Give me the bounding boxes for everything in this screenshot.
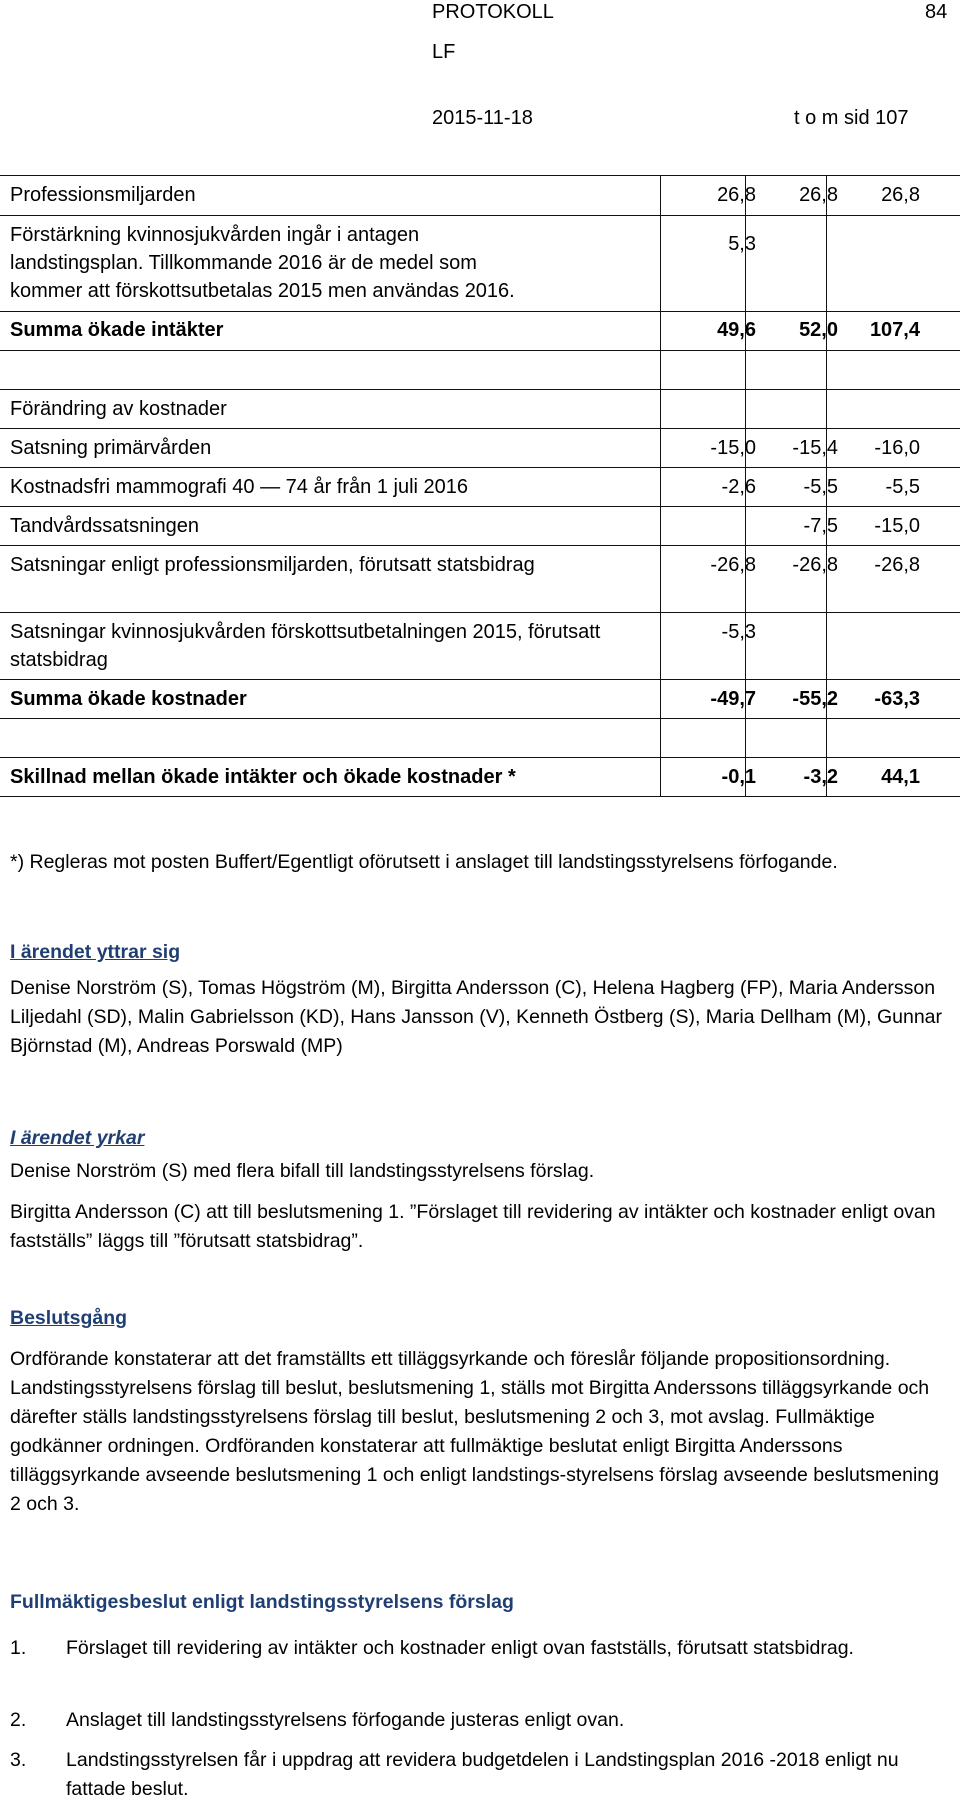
motions-section — [10, 1124, 950, 1256]
motion-text-1: Denise Norström (S) med flera bifall till landstingsstyrelsens förslag. — [10, 1160, 595, 1182]
list-text: Förslaget till revidering av intäkter och kostnader enligt ovan fastställs, förutsatt statsbidrag. — [66, 1637, 854, 1659]
procedure-text: Ordförande konstaterar att det framställts ett tilläggsyrkande och föreslår följande propositionsordning. Landstingsstyrelsens förslag till beslut, beslutsmening 1, ställs mot Birgitta Anderssons tilläggsyrkande och därefter ställs landstingsstyrelsens förslag till beslut, beslutsmening 2 och 3, mot avslag. Fullmäktige godkänner ordningen. Ordföranden konstaterar att fullmäktige beslutat enligt Birgitta Anderssons tilläggsyrkande avseende beslutsmening 1 och enligt landstings-styrelsens förslag avseende beslutsmening 2 och 3. — [10, 1348, 939, 1515]
value-2017: -26,8 — [792, 554, 838, 576]
motions-heading: I ärendet yrkar — [10, 1127, 145, 1149]
procedure-section — [10, 1304, 950, 1519]
table-row — [0, 175, 960, 216]
procedure-heading: Beslutsgång — [10, 1307, 128, 1329]
list-number: 3. — [10, 1749, 27, 1771]
value-2016: -0,1 — [721, 766, 756, 788]
protocol-date: 2015-11-18 — [432, 107, 533, 129]
table-row — [0, 390, 960, 429]
row-label: Förstärkning kvinnosjukvården ingår i antagen landstingsplan. Tillkommande 2016 är de medel som kommer att förskottsutbetalas 2015 men användas 2016. — [10, 224, 515, 302]
value-2018: 26,8 — [881, 184, 920, 206]
row-label: Tandvårdssatsningen — [10, 515, 200, 537]
value-2016: -49,7 — [710, 688, 756, 710]
row-label: Satsningar kvinnosjukvården förskottsutbetalningen 2015, förutsatt statsbidrag — [10, 621, 601, 671]
value-2017: -15,4 — [792, 437, 838, 459]
table-row — [0, 758, 960, 797]
row-label: Satsningar enligt professionsmiljarden, förutsatt statsbidrag — [10, 554, 535, 576]
table-row — [0, 507, 960, 546]
table-row — [0, 468, 960, 507]
row-label: Summa ökade intäkter — [10, 319, 224, 341]
doc-type: PROTOKOLL — [432, 1, 554, 23]
value-2018: -16,0 — [874, 437, 920, 459]
list-number: 1. — [10, 1637, 27, 1659]
table-footnote: *) Regleras mot posten Buffert/Egentligt oförutsett i anslaget till landstingsstyrelsens förfogande. — [10, 851, 838, 873]
value-2017: -3,2 — [803, 766, 838, 788]
value-2017: -7,5 — [803, 515, 838, 537]
value-2017: 52,0 — [799, 319, 838, 341]
table-row — [0, 216, 960, 312]
table-row — [0, 719, 960, 758]
value-2016: -26,8 — [710, 554, 756, 576]
value-2017: -5,5 — [803, 476, 838, 498]
row-label: Satsning primärvården — [10, 437, 212, 459]
row-label: Professionsmiljarden — [10, 184, 196, 206]
value-2016: 49,6 — [717, 319, 756, 341]
page-range: t o m sid 107 — [794, 107, 909, 129]
table-row — [0, 429, 960, 468]
list-text: Anslaget till landstingsstyrelsens förfogande justeras enligt ovan. — [66, 1709, 625, 1731]
value-2016: -5,3 — [721, 621, 756, 643]
value-2018: -15,0 — [874, 515, 920, 537]
table-row — [0, 351, 960, 390]
table-row — [0, 546, 960, 613]
decision-heading — [10, 1588, 950, 1617]
table-row — [0, 312, 960, 351]
value-2018: -63,3 — [874, 688, 920, 710]
value-2016: 26,8 — [717, 184, 756, 206]
row-label: Summa ökade kostnader — [10, 688, 247, 710]
value-2018: 107,4 — [869, 319, 920, 341]
value-2017: -55,2 — [792, 688, 838, 710]
row-label: Förändring av kostnader — [10, 398, 227, 420]
budget-table — [0, 175, 960, 797]
speakers-section — [10, 938, 950, 1061]
org-code: LF — [432, 41, 456, 63]
value-2016: 5,3 — [728, 233, 756, 255]
row-label: Kostnadsfri mammografi 40 — 74 år från 1 juli 2016 — [10, 476, 468, 498]
value-2018: -26,8 — [874, 554, 920, 576]
list-number: 2. — [10, 1709, 27, 1731]
value-2016: -15,0 — [710, 437, 756, 459]
value-2016: -2,6 — [721, 476, 756, 498]
list-text: Landstingsstyrelsen får i uppdrag att revidera budgetdelen i Landstingsplan 2016 -2018 enligt nu fattade beslut. — [66, 1749, 899, 1800]
speakers-text: Denise Norström (S), Tomas Högström (M), Birgitta Andersson (C), Helena Hagberg (FP), Maria Andersson Liljedahl (SD), Malin Gabrielsson (KD), Hans Jansson (V), Kenneth Östberg (S), Maria Dellham (M), Gunnar Björnstad (M), Andreas Porswald (MP) — [10, 977, 943, 1057]
value-2018: 44,1 — [881, 766, 920, 788]
table-row — [0, 613, 960, 680]
motion-text-2: Birgitta Andersson (C) att till beslutsmening 1. ”Förslaget till revidering av intäkter och kostnader enligt ovan fastställs” läggs till ”förutsatt statsbidrag”. — [10, 1201, 936, 1252]
decision-heading-text: Fullmäktigesbeslut enligt landstingsstyrelsens förslag — [10, 1591, 514, 1613]
speakers-heading: I ärendet yttrar sig — [10, 941, 181, 963]
value-2018: -5,5 — [885, 476, 920, 498]
page-number: 84 — [925, 1, 948, 23]
value-2017: 26,8 — [799, 184, 838, 206]
row-label: Skillnad mellan ökade intäkter och ökade kostnader * — [10, 766, 516, 788]
table-row — [0, 680, 960, 719]
